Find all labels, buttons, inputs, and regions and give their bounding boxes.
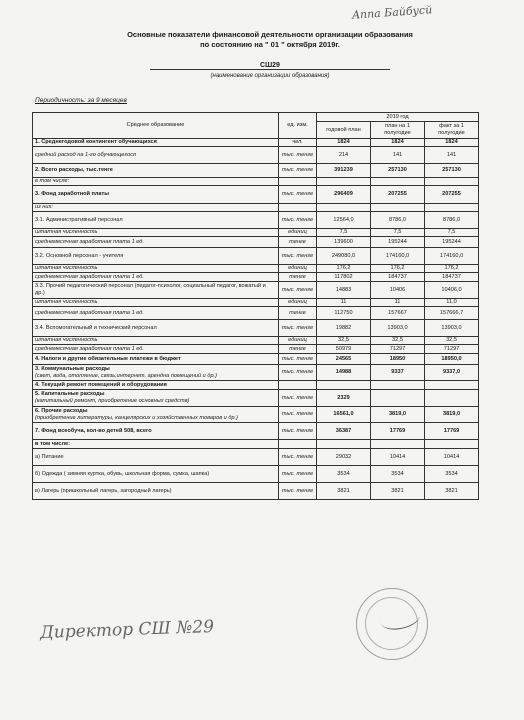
row-unit: единиц: [279, 229, 317, 237]
row-plan: 12564,0: [317, 212, 371, 229]
row-plan: 3534: [317, 466, 371, 483]
row-fact: 18950,0: [425, 354, 479, 365]
row-name: 3.1. Административный персонал: [35, 216, 123, 223]
row-plan-half: 10406: [371, 282, 425, 299]
table-row: [33, 164, 479, 178]
row-name-cell: [33, 265, 279, 273]
row-plan-half: 195244: [371, 237, 425, 248]
row-subtitle: (капитальный ремонт, приобретение основных средств): [35, 398, 190, 404]
row-unit: [279, 381, 317, 390]
row-name-cell: [33, 345, 279, 354]
handwritten-corner-note: Anna Байбусй: [351, 3, 433, 22]
row-fact: 3821: [425, 483, 479, 500]
table-row: [33, 178, 479, 186]
row-name-cell: [33, 466, 279, 483]
row-plan: [317, 381, 371, 390]
row-plan: [317, 440, 371, 449]
document-title: [100, 30, 440, 50]
table-row: [33, 407, 479, 423]
row-fact: 17769: [425, 423, 479, 440]
table-row: [33, 365, 479, 381]
row-name: среднемесячная заработная плата 1 ед.: [35, 345, 144, 352]
table-row: [33, 212, 479, 229]
table-row: [33, 307, 479, 320]
periodicity-label: Периодичность: за 9 месяцев: [35, 97, 127, 104]
row-name-cell: [33, 440, 279, 449]
row-unit: тыс. тенге: [279, 164, 317, 178]
row-name-cell: [33, 139, 279, 147]
table-row: [33, 483, 479, 500]
row-name-cell: [33, 320, 279, 337]
row-fact: [425, 381, 479, 390]
row-plan: 32,5: [317, 337, 371, 345]
row-fact: [425, 390, 479, 407]
row-unit: тенге: [279, 273, 317, 282]
table-row: [33, 299, 479, 307]
row-plan: 29032: [317, 449, 371, 466]
row-name: б) Одежда ( зимняя куртка, обувь, школьная форма, сумка, шапка): [35, 470, 210, 477]
row-unit: тыс. тенге: [279, 282, 317, 299]
row-plan-half: 141: [371, 147, 425, 164]
row-unit: чел.: [279, 139, 317, 147]
row-plan: 112750: [317, 307, 371, 320]
row-unit: тыс. тенге: [279, 365, 317, 381]
row-plan-half: 184737: [371, 273, 425, 282]
table-row: [33, 273, 479, 282]
row-name: 4. Налоги и другие обязательные платежи в бюджет: [35, 355, 181, 362]
row-unit: тыс. тенге: [279, 449, 317, 466]
row-plan: 139600: [317, 237, 371, 248]
table-row: [33, 345, 479, 354]
row-plan: 19882: [317, 320, 371, 337]
row-unit: тыс. тенге: [279, 186, 317, 204]
table-row: [33, 265, 479, 273]
row-name-cell: [33, 164, 279, 178]
row-fact: [425, 204, 479, 212]
row-unit: [279, 204, 317, 212]
row-plan: 7,5: [317, 229, 371, 237]
row-plan-half: 9337: [371, 365, 425, 381]
row-unit: тыс. тенге: [279, 212, 317, 229]
row-unit: тыс. тенге: [279, 407, 317, 423]
row-plan-half: 11: [371, 299, 425, 307]
row-name-cell: [33, 354, 279, 365]
row-fact: 11,0: [425, 299, 479, 307]
financial-table: [32, 112, 479, 500]
row-name: 5. Капитальные расходы: [35, 391, 105, 397]
organization-caption: (наименование организации образования): [210, 73, 330, 79]
row-name: в) Лагерь (пришкольный лагерь, загородный лагерь): [35, 487, 172, 494]
header-name: Среднее образование: [33, 113, 279, 139]
row-plan-half: 3534: [371, 466, 425, 483]
row-plan: 296409: [317, 186, 371, 204]
row-name: среднемесячная заработная плата 1 ед.: [35, 273, 144, 280]
table-row: [33, 337, 479, 345]
row-unit: тыс. тенге: [279, 320, 317, 337]
row-name: 6. Прочие расходы: [35, 407, 88, 414]
row-plan-half: 3821: [371, 483, 425, 500]
row-name: 3.3. Прочий педагогический персонал (педагог-психолог, социальный педагог, вожатый и др.): [35, 283, 266, 296]
row-name: штатная численность: [35, 229, 98, 235]
row-name: в том числе:: [35, 440, 70, 447]
row-plan-half: 157667: [371, 307, 425, 320]
row-plan-half: 1824: [371, 139, 425, 147]
row-plan: 214: [317, 147, 371, 164]
row-unit: единиц: [279, 265, 317, 273]
table-row: [33, 381, 479, 390]
table-row: [33, 204, 479, 212]
row-fact: 10406,0: [425, 282, 479, 299]
row-unit: тенге: [279, 237, 317, 248]
row-name: 3.4. Вспомогательный и технический персонал: [35, 324, 157, 331]
row-plan-half: 174160,0: [371, 248, 425, 265]
row-plan-half: 176,2: [371, 265, 425, 273]
row-name: 7. Фонд всеобуча, кол-во детей 508, всего: [35, 427, 152, 434]
table-row: [33, 248, 479, 265]
row-fact: 257130: [425, 164, 479, 178]
row-name-cell: [33, 273, 279, 282]
row-name: а) Питание: [35, 453, 64, 460]
row-plan-half: 3819,0: [371, 407, 425, 423]
row-unit: тыс. тенге: [279, 466, 317, 483]
row-name-cell: [33, 381, 279, 390]
table-row: [33, 229, 479, 237]
row-plan-half: [371, 178, 425, 186]
row-fact: 8786,0: [425, 212, 479, 229]
row-plan-half: [371, 381, 425, 390]
row-plan: 50979: [317, 345, 371, 354]
row-name: штатная численность: [35, 265, 98, 271]
row-fact: 71297: [425, 345, 479, 354]
row-name-cell: [33, 282, 279, 299]
row-plan: 11: [317, 299, 371, 307]
table-row: [33, 139, 479, 147]
row-subtitle: (приобретение литературы, канцелярских и хозяйственных товаров и др.): [35, 414, 238, 421]
row-plan: 1824: [317, 139, 371, 147]
row-plan-half: 32,5: [371, 337, 425, 345]
director-signature-line: Директор СШ №29: [39, 616, 215, 644]
row-plan: [317, 204, 371, 212]
title-line-1: Основные показатели финансовой деятельности организации образования: [127, 30, 413, 39]
row-unit: тыс. тенге: [279, 147, 317, 164]
row-unit: тыс. тенге: [279, 354, 317, 365]
row-name-cell: [33, 365, 279, 381]
header-year: 2019 год: [317, 113, 479, 122]
row-name: 4. Текущий ремонт помещений и оборудования: [35, 381, 167, 388]
row-fact: 195244: [425, 237, 479, 248]
row-name-cell: [33, 204, 279, 212]
row-plan: 176,2: [317, 265, 371, 273]
row-subtitle: (свет, вода, отопление, связь,интернет, арендна помещений и др.): [35, 372, 217, 379]
row-fact: 174160,0: [425, 248, 479, 265]
row-name-cell: [33, 248, 279, 265]
row-name: 3. Коммунальные расходы: [35, 365, 110, 372]
row-plan-half: [371, 204, 425, 212]
row-plan: 391239: [317, 164, 371, 178]
row-fact: 10414: [425, 449, 479, 466]
row-fact: 3819,0: [425, 407, 479, 423]
row-fact: 32,5: [425, 337, 479, 345]
row-fact: 1824: [425, 139, 479, 147]
table-row: [33, 354, 479, 365]
row-plan: 14883: [317, 282, 371, 299]
title-line-2: по состоянию на " 01 " октября 2019г.: [200, 40, 340, 49]
row-name-cell: [33, 307, 279, 320]
row-unit: тыс. тенге: [279, 390, 317, 407]
row-fact: 157666,7: [425, 307, 479, 320]
row-unit: [279, 440, 317, 449]
table-row: [33, 282, 479, 299]
row-name: среднемесячная заработная плата 1 ед.: [35, 238, 144, 245]
row-plan: 36387: [317, 423, 371, 440]
table-row: [33, 440, 479, 449]
row-fact: 7,5: [425, 229, 479, 237]
row-unit: единиц: [279, 299, 317, 307]
row-name: 3. Фонд заработной платы: [35, 191, 110, 197]
row-name-cell: [33, 483, 279, 500]
row-name-cell: [33, 423, 279, 440]
header-plan: годовой план: [317, 122, 371, 139]
row-name-cell: [33, 229, 279, 237]
table-row: [33, 237, 479, 248]
row-plan: 2329: [317, 390, 371, 407]
row-fact: 3534: [425, 466, 479, 483]
row-plan-half: 17769: [371, 423, 425, 440]
row-plan: 14988: [317, 365, 371, 381]
organization-name: СШ29: [150, 62, 390, 70]
row-plan-half: 207255: [371, 186, 425, 204]
row-unit: тыс. тенге: [279, 483, 317, 500]
row-name: средний расход на 1-го обучающегося: [35, 151, 136, 158]
row-name: в том числе:: [35, 178, 70, 184]
row-plan: [317, 178, 371, 186]
row-plan: 16561,0: [317, 407, 371, 423]
row-plan-half: 7,5: [371, 229, 425, 237]
table-row: [33, 186, 479, 204]
row-fact: 13903,0: [425, 320, 479, 337]
row-fact: 141: [425, 147, 479, 164]
row-name-cell: [33, 147, 279, 164]
row-name: штатная численность: [35, 337, 98, 343]
row-plan-half: 18950: [371, 354, 425, 365]
row-name: среднемесячная заработная плата 1 ед.: [35, 309, 144, 316]
row-plan-half: 13903,0: [371, 320, 425, 337]
row-fact: [425, 178, 479, 186]
row-name-cell: [33, 337, 279, 345]
row-plan-half: 257130: [371, 164, 425, 178]
row-name-cell: [33, 449, 279, 466]
row-fact: 207255: [425, 186, 479, 204]
row-plan-half: 10414: [371, 449, 425, 466]
row-fact: 9337,0: [425, 365, 479, 381]
row-name-cell: [33, 186, 279, 204]
header-unit: ед. изм.: [279, 113, 317, 139]
row-name: 2. Всего расходы, тыс.тенге: [35, 167, 113, 173]
row-name: 1. Среднегодовой контингент обучающихся: [35, 139, 157, 145]
row-name: 3.2. Основной персонал - учителя: [35, 252, 124, 259]
row-unit: [279, 178, 317, 186]
row-unit: единиц: [279, 337, 317, 345]
table-row: [33, 390, 479, 407]
table-row: [33, 466, 479, 483]
row-plan-half: [371, 390, 425, 407]
table-row: [33, 147, 479, 164]
row-plan: 117802: [317, 273, 371, 282]
header-fact-half: факт за 1 полугодие: [425, 122, 479, 139]
row-name-cell: [33, 178, 279, 186]
row-unit: тенге: [279, 307, 317, 320]
table-row: [33, 449, 479, 466]
table-row: [33, 423, 479, 440]
table-row: [33, 320, 479, 337]
row-name-cell: [33, 299, 279, 307]
row-unit: тенге: [279, 345, 317, 354]
row-name-cell: [33, 407, 279, 423]
row-unit: тыс. тенге: [279, 423, 317, 440]
row-fact: 176,2: [425, 265, 479, 273]
row-plan-half: 71297: [371, 345, 425, 354]
row-plan: 3821: [317, 483, 371, 500]
row-fact: [425, 440, 479, 449]
row-plan-half: 8786,0: [371, 212, 425, 229]
row-name-cell: [33, 212, 279, 229]
row-plan: 24565: [317, 354, 371, 365]
header-plan-half: план на 1 полугодие: [371, 122, 425, 139]
row-plan-half: [371, 440, 425, 449]
row-fact: 184737: [425, 273, 479, 282]
row-unit: тыс. тенге: [279, 248, 317, 265]
row-name: штатная численность: [35, 299, 98, 305]
row-name-cell: [33, 237, 279, 248]
row-name-cell: [33, 390, 279, 407]
row-name: из них:: [35, 204, 53, 210]
row-plan: 249080,0: [317, 248, 371, 265]
